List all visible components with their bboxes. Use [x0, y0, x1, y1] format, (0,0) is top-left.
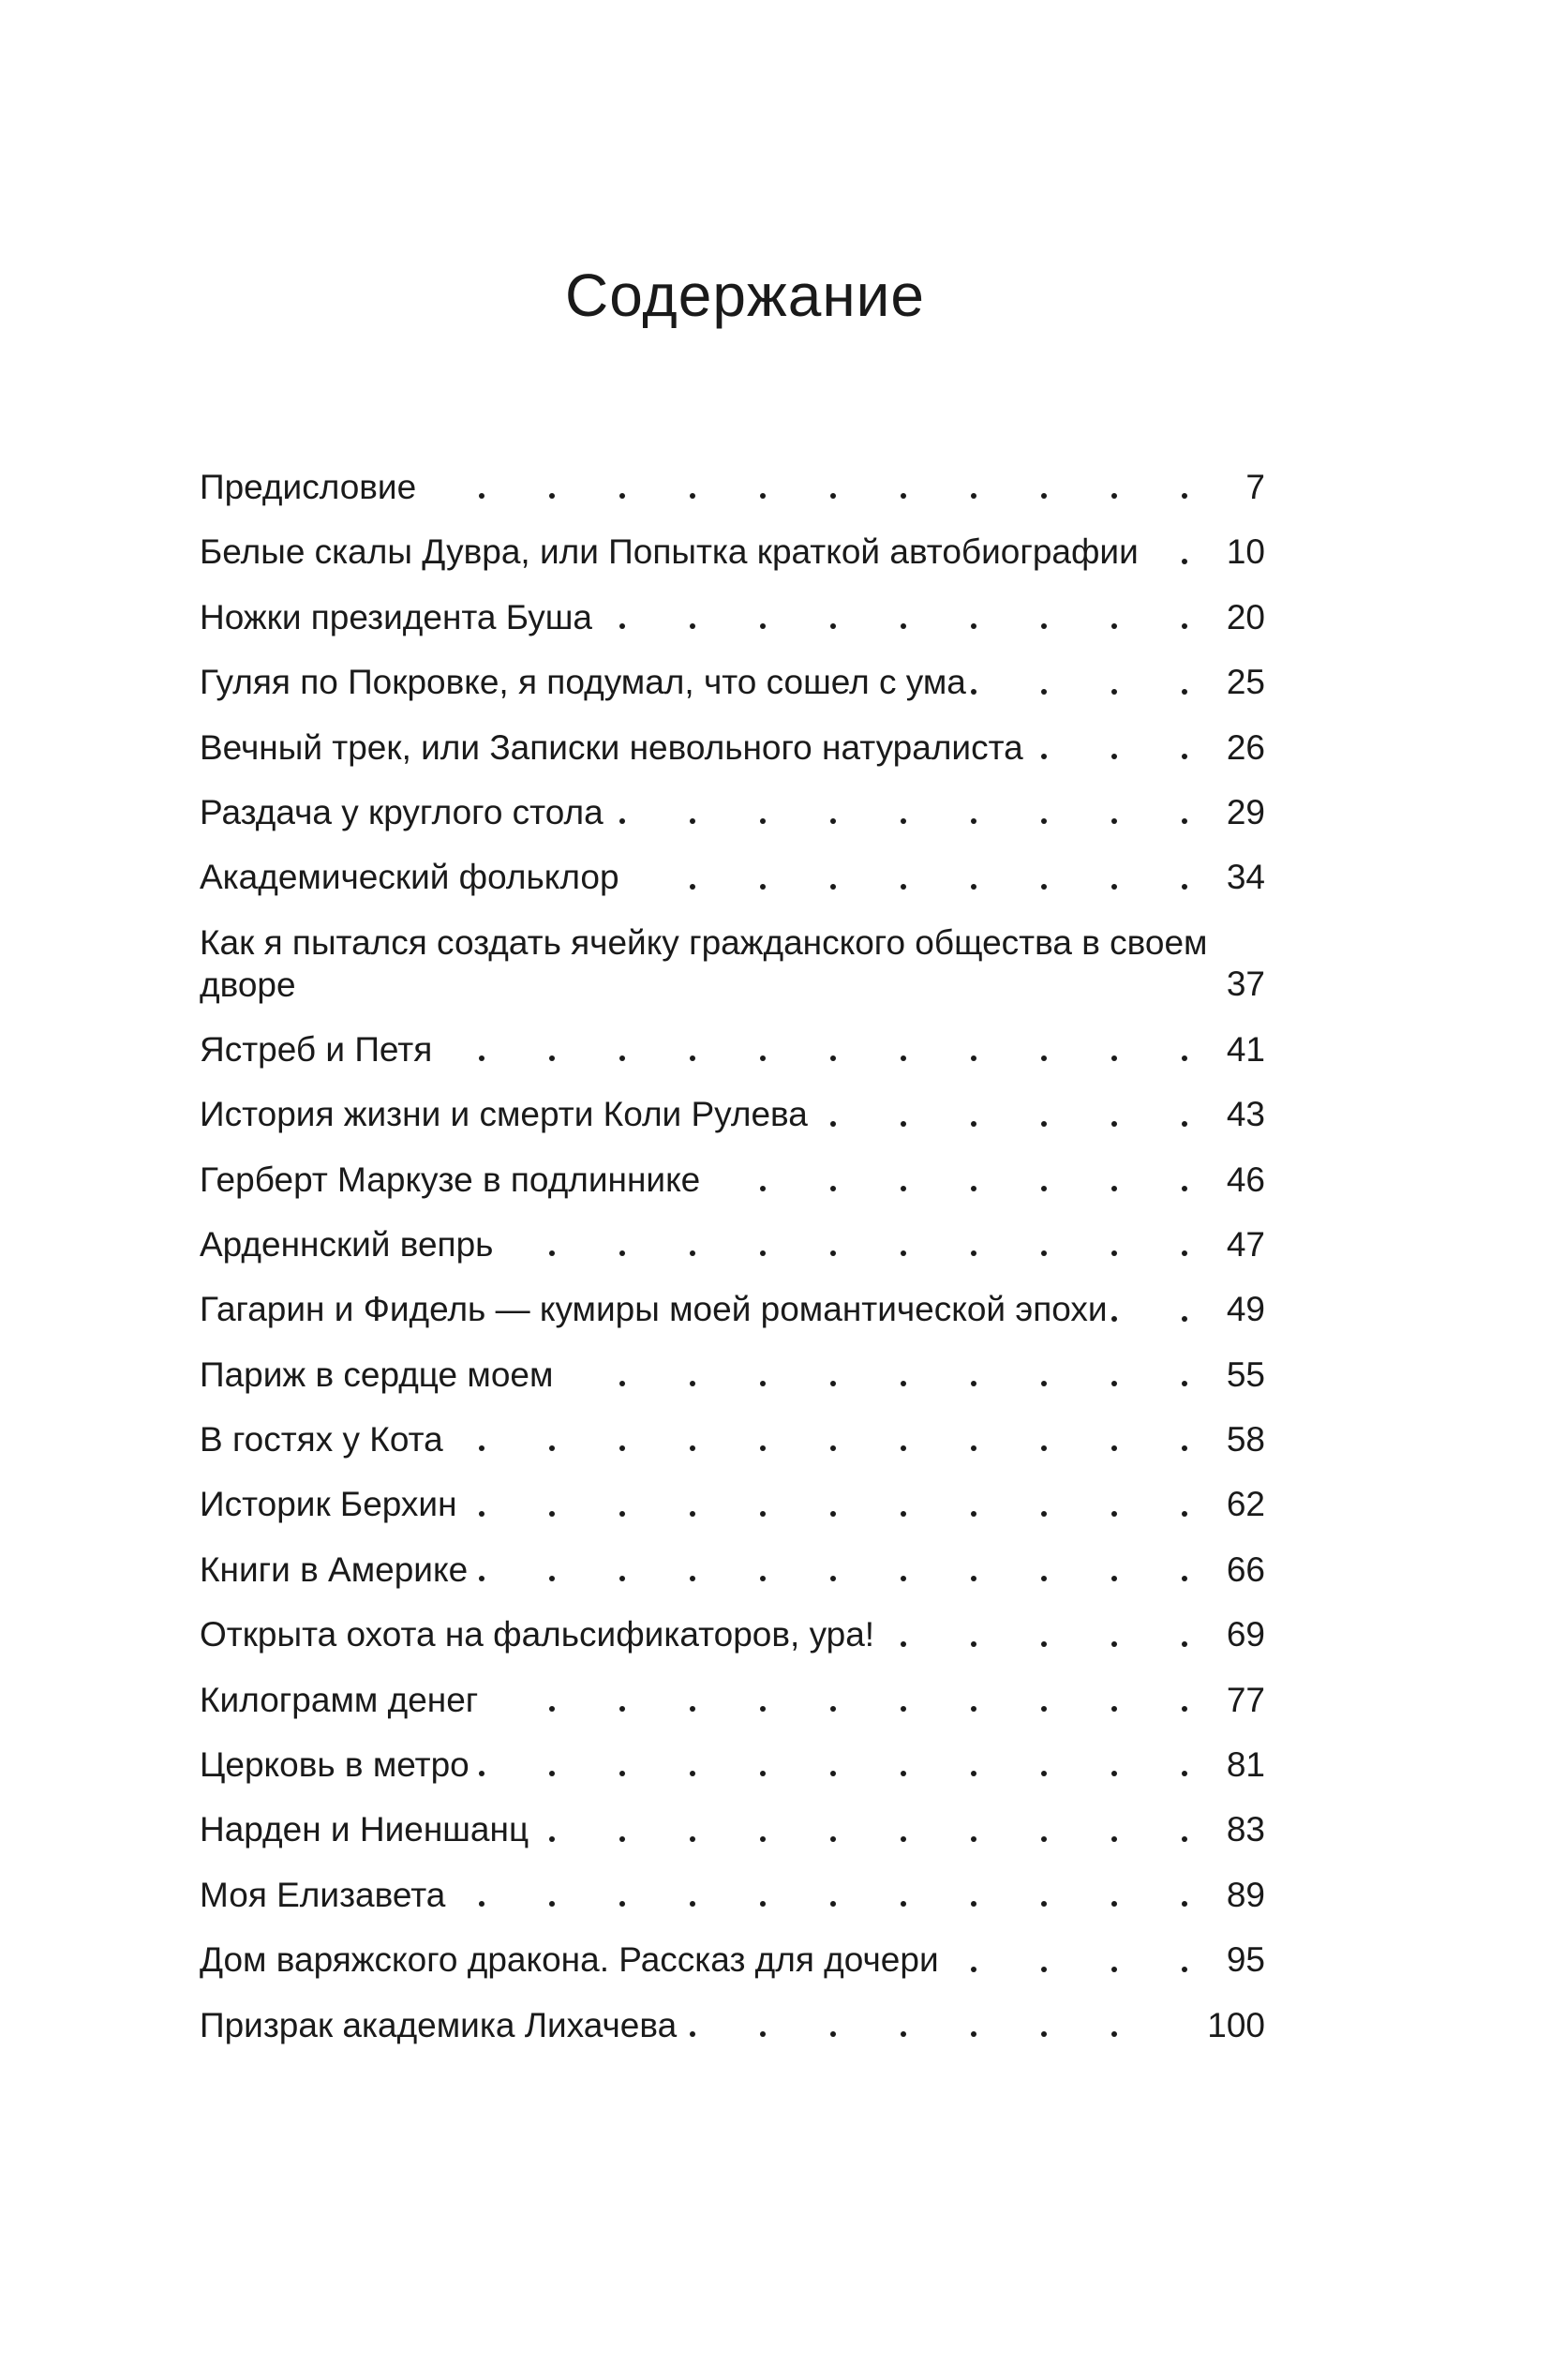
- toc-entry-page: 77: [1226, 1680, 1265, 1719]
- leader-dot: [1111, 1836, 1117, 1842]
- leader-dot: [549, 1901, 555, 1907]
- leader-dot: [971, 1771, 976, 1776]
- leader-dot: [1041, 493, 1047, 499]
- leader-dot: [1041, 818, 1047, 824]
- leader-dot: [971, 1445, 976, 1451]
- leader-dot: [901, 1381, 906, 1386]
- leader-dot: [1041, 1967, 1047, 1972]
- toc-entry[interactable]: [200, 780, 1265, 845]
- leader-dot: [901, 1055, 906, 1061]
- toc-entry-page: 20: [1226, 597, 1265, 636]
- leader-dot: [690, 1836, 695, 1842]
- leader-dot: [690, 2031, 695, 2037]
- leader-dot: [830, 1511, 836, 1517]
- leader-dot: [971, 689, 976, 695]
- leader-dot: [1041, 754, 1047, 759]
- toc-entry-page: 49: [1226, 1290, 1265, 1329]
- leader-dot: [971, 623, 976, 629]
- leader-dot: [1182, 1186, 1187, 1191]
- leader-dot: [619, 1771, 625, 1776]
- leader-dot: [1111, 818, 1117, 824]
- leader-dot: [1041, 1641, 1047, 1647]
- leader-dot: [619, 1836, 625, 1842]
- leader-dot: [830, 1706, 836, 1712]
- toc-entry-title: Килограмм денег: [200, 1680, 479, 1719]
- leader-dot: [479, 1055, 484, 1061]
- leader-dot: [1111, 884, 1117, 890]
- toc-entry[interactable]: [200, 1732, 1265, 1797]
- leader-dot: [1182, 1706, 1187, 1712]
- leader-dot: [760, 1706, 766, 1712]
- leader-dot: [1111, 1641, 1117, 1647]
- toc-entry-title: Открыта охота на фальсификаторов, ура!: [200, 1615, 875, 1654]
- leader-dot: [971, 818, 976, 824]
- leader-dot: [830, 1576, 836, 1581]
- toc-entry[interactable]: [200, 1602, 1265, 1667]
- leader-dot: [760, 1250, 766, 1256]
- toc-entry[interactable]: [200, 1147, 1265, 1212]
- leader-dot: [690, 1901, 695, 1907]
- leader-dot: [971, 1381, 976, 1386]
- leader-dot: [690, 1511, 695, 1517]
- leader-dot: [1111, 1055, 1117, 1061]
- leader-dot: [901, 1901, 906, 1907]
- toc-entry-page: 46: [1226, 1160, 1265, 1199]
- leader-dot: [901, 1641, 906, 1647]
- toc-entry-title: Моя Елизавета: [200, 1875, 446, 1914]
- leader-dot: [1111, 493, 1117, 499]
- leader-dot: [971, 1901, 976, 1907]
- leader-dot: [901, 1121, 906, 1127]
- leader-dot: [619, 818, 625, 824]
- toc-entry-title: Как я пытался создать ячейку гражданского общества в своем дворе: [200, 922, 1208, 1004]
- toc-entry-page: 7: [1245, 467, 1265, 506]
- leader-dot: [1111, 1706, 1117, 1712]
- leader-dot: [619, 623, 625, 629]
- toc-entry-title: Гуляя по Покровке, я подумал, что сошел с ума: [200, 663, 966, 702]
- leader-dot: [1111, 1316, 1117, 1322]
- toc-entry[interactable]: [200, 1082, 1265, 1146]
- toc-entry-title: Академический фольклор: [200, 858, 619, 897]
- toc-entry[interactable]: [200, 1927, 1265, 1992]
- toc-entry-page: 10: [1226, 532, 1265, 572]
- toc-entry-title: Церковь в метро: [200, 1745, 469, 1785]
- leader-dot: [1182, 1445, 1187, 1451]
- leader-dot: [830, 1901, 836, 1907]
- table-of-contents: [200, 455, 1265, 2058]
- toc-entry[interactable]: [200, 1863, 1265, 1927]
- leader-dot: [1041, 1055, 1047, 1061]
- leader-dot: [760, 1186, 766, 1191]
- leader-dot: [901, 1186, 906, 1191]
- leader-dot: [971, 1511, 976, 1517]
- leader-dot: [760, 884, 766, 890]
- leader-dot: [690, 1706, 695, 1712]
- leader-dot: [830, 623, 836, 629]
- leader-dot: [1041, 1706, 1047, 1712]
- toc-entry-page: 83: [1226, 1810, 1265, 1849]
- toc-entry[interactable]: [200, 845, 1265, 909]
- leader-dot: [549, 1511, 555, 1517]
- toc-entry-title: Ястреб и Петя: [200, 1029, 433, 1069]
- leader-dot: [619, 1576, 625, 1581]
- leader-dot: [901, 884, 906, 890]
- leader-dot: [830, 1121, 836, 1127]
- toc-entry[interactable]: [200, 1537, 1265, 1602]
- leader-dot: [1111, 1186, 1117, 1191]
- leader-dot: [830, 1250, 836, 1256]
- leader-dot: [479, 1771, 484, 1776]
- leader-dot: [1111, 1511, 1117, 1517]
- leader-dot: [971, 1967, 976, 1972]
- leader-dot: [549, 493, 555, 499]
- leader-dot: [971, 1055, 976, 1061]
- leader-dot: [1111, 1967, 1117, 1972]
- leader-dot: [971, 493, 976, 499]
- leader-dot: [619, 1250, 625, 1256]
- leader-dot: [830, 884, 836, 890]
- leader-dot: [1041, 1771, 1047, 1776]
- leader-dot: [901, 1576, 906, 1581]
- leader-dot: [971, 1250, 976, 1256]
- leader-dot: [901, 1250, 906, 1256]
- toc-entry-page: 89: [1226, 1875, 1265, 1914]
- leader-dot: [1111, 623, 1117, 629]
- toc-entry-page: 81: [1226, 1745, 1265, 1785]
- toc-entry[interactable]: [200, 715, 1265, 780]
- toc-entry-title: История жизни и смерти Коли Рулева: [200, 1095, 808, 1134]
- leader-dot: [1182, 493, 1187, 499]
- leader-dot: [830, 1771, 836, 1776]
- toc-entry-title: Предисловие: [200, 468, 417, 506]
- leader-dot: [760, 1445, 766, 1451]
- toc-entry-page: 47: [1226, 1224, 1265, 1264]
- leader-dot: [619, 1511, 625, 1517]
- toc-entry[interactable]: [200, 1472, 1265, 1536]
- toc-entry-page: 100: [1207, 2005, 1265, 2044]
- toc-entry-page: 26: [1226, 727, 1265, 767]
- leader-dot: [971, 1836, 976, 1842]
- leader-dot: [830, 2031, 836, 2037]
- toc-entry-title: Париж в сердце моем: [200, 1355, 554, 1394]
- leader-dot: [479, 1445, 484, 1451]
- leader-dot: [1182, 1055, 1187, 1061]
- leader-dot: [690, 884, 695, 890]
- leader-dot: [619, 1445, 625, 1451]
- toc-entry-title: Призрак академика Лихачева: [200, 2005, 678, 2044]
- leader-dot: [971, 1706, 976, 1712]
- toc-entry-title: Гагарин и Фидель — кумиры моей романтической эпохи: [200, 1290, 1108, 1329]
- leader-dot: [1111, 1771, 1117, 1776]
- leader-dot: [479, 1576, 484, 1581]
- toc-entry-title: В гостях у Кота: [200, 1420, 443, 1459]
- leader-dot: [1111, 1381, 1117, 1386]
- toc-entry-title: Раздача у круглого стола: [200, 792, 604, 831]
- leader-dot: [1182, 1967, 1187, 1972]
- toc-entry-title: Герберт Маркузе в подлиннике: [200, 1160, 701, 1199]
- toc-entry[interactable]: [200, 650, 1265, 714]
- leader-dot: [619, 1901, 625, 1907]
- toc-entry-title: Нарден и Ниеншанц: [200, 1810, 529, 1849]
- leader-dot: [1111, 689, 1117, 695]
- leader-dot: [971, 1576, 976, 1581]
- leader-dot: [549, 1445, 555, 1451]
- leader-dot: [1041, 1836, 1047, 1842]
- leader-dot: [1182, 1771, 1187, 1776]
- leader-dot: [760, 1771, 766, 1776]
- leader-dot: [1111, 754, 1117, 759]
- toc-entry-title: Арденнский вепрь: [200, 1224, 494, 1264]
- leader-dot: [1182, 1381, 1187, 1386]
- leader-dot: [760, 1901, 766, 1907]
- leader-dot: [479, 493, 484, 499]
- leader-dot: [1111, 1901, 1117, 1907]
- page-title: Содержание: [564, 262, 926, 329]
- toc-entry-page: 95: [1226, 1940, 1265, 1980]
- leader-dot: [1182, 1641, 1187, 1647]
- leader-dot: [690, 1576, 695, 1581]
- leader-dot: [690, 1445, 695, 1451]
- leader-dot: [549, 1055, 555, 1061]
- leader-dot: [760, 1576, 766, 1581]
- leader-dot: [971, 1186, 976, 1191]
- leader-dot: [619, 1381, 625, 1386]
- leader-dot: [549, 1576, 555, 1581]
- leader-dot: [549, 1250, 555, 1256]
- leader-dot: [1182, 1121, 1187, 1127]
- toc-entry-title: Вечный трек, или Записки невольного натуралиста: [200, 727, 1023, 767]
- leader-dot: [1041, 1901, 1047, 1907]
- leader-dot: [901, 1706, 906, 1712]
- leader-dot: [690, 1055, 695, 1061]
- toc-entry-page: 69: [1226, 1615, 1265, 1654]
- leader-dot: [901, 1445, 906, 1451]
- toc-entry-page: 58: [1226, 1420, 1265, 1459]
- leader-dot: [1182, 1836, 1187, 1842]
- toc-entry[interactable]: [200, 585, 1265, 650]
- leader-dot: [760, 1836, 766, 1842]
- toc-entry[interactable]: [200, 1407, 1265, 1472]
- leader-dot: [830, 1186, 836, 1191]
- toc-entry[interactable]: [200, 1277, 1265, 1341]
- leader-dot: [760, 1055, 766, 1061]
- toc-entry[interactable]: [200, 519, 1265, 584]
- toc-entry-page: 55: [1226, 1355, 1265, 1394]
- toc-entry-page: 41: [1226, 1029, 1265, 1069]
- leader-dot: [1041, 1250, 1047, 1256]
- leader-dot: [1041, 1445, 1047, 1451]
- toc-entry-page: 62: [1226, 1485, 1265, 1524]
- leader-dot: [549, 1836, 555, 1842]
- leader-dot: [901, 818, 906, 824]
- toc-entry-page: 25: [1226, 663, 1265, 702]
- toc-entry-page: 37: [1226, 965, 1265, 1004]
- toc-entry-title: Дом варяжского дракона. Рассказ для дочери: [200, 1940, 939, 1980]
- leader-dot: [479, 1901, 484, 1907]
- leader-dot: [760, 2031, 766, 2037]
- leader-dot: [1111, 1250, 1117, 1256]
- leader-dot: [1182, 1316, 1187, 1322]
- toc-entry[interactable]: [200, 1212, 1265, 1277]
- toc-entry[interactable]: [200, 1668, 1265, 1732]
- toc-entry-page: 34: [1226, 858, 1265, 897]
- leader-dot: [760, 1511, 766, 1517]
- leader-dot: [1182, 818, 1187, 824]
- leader-dot: [690, 1250, 695, 1256]
- leader-dot: [1041, 1576, 1047, 1581]
- leader-dot: [1041, 884, 1047, 890]
- leader-dot: [971, 2031, 976, 2037]
- leader-dot: [1182, 1511, 1187, 1517]
- leader-dot: [971, 1641, 976, 1647]
- leader-dot: [1182, 1250, 1187, 1256]
- leader-dot: [619, 1706, 625, 1712]
- leader-dot: [830, 1381, 836, 1386]
- toc-entry-title: Книги в Америке: [200, 1549, 469, 1589]
- leader-dot: [1041, 623, 1047, 629]
- leader-dot: [1182, 884, 1187, 890]
- toc-entry[interactable]: [200, 455, 1265, 519]
- leader-dot: [760, 1381, 766, 1386]
- leader-dot: [1111, 1576, 1117, 1581]
- leader-dot: [1111, 2031, 1117, 2037]
- leader-dot: [690, 1381, 695, 1386]
- leader-dot: [1111, 1121, 1117, 1127]
- toc-entry[interactable]: [200, 1993, 1265, 2058]
- leader-dot: [901, 1771, 906, 1776]
- leader-dot: [760, 623, 766, 629]
- leader-dot: [549, 1771, 555, 1776]
- leader-dot: [1041, 1511, 1047, 1517]
- leader-dot: [830, 1445, 836, 1451]
- leader-dot: [1041, 1381, 1047, 1386]
- toc-entry-page: 66: [1226, 1549, 1265, 1589]
- leader-dot: [690, 623, 695, 629]
- leader-dot: [830, 493, 836, 499]
- toc-entry[interactable]: [200, 910, 1265, 1017]
- toc-entry-page: 43: [1226, 1095, 1265, 1134]
- toc-entry-title: Ножки президента Буша: [200, 597, 592, 636]
- leader-dot: [1111, 1445, 1117, 1451]
- leader-dot: [690, 1771, 695, 1776]
- leader-dot: [830, 1836, 836, 1842]
- leader-dot: [901, 623, 906, 629]
- toc-entry-page: 29: [1226, 792, 1265, 831]
- toc-entry[interactable]: [200, 1797, 1265, 1862]
- leader-dot: [901, 1836, 906, 1842]
- toc-entry[interactable]: [200, 1342, 1265, 1407]
- leader-dot: [901, 493, 906, 499]
- leader-dot: [1041, 689, 1047, 695]
- leader-dot: [1182, 1576, 1187, 1581]
- leader-dot: [1041, 1186, 1047, 1191]
- leader-dot: [1182, 559, 1187, 564]
- leader-dot: [1182, 689, 1187, 695]
- leader-dot: [549, 1706, 555, 1712]
- leader-dot: [619, 493, 625, 499]
- leader-dot: [690, 818, 695, 824]
- leader-dot: [1182, 623, 1187, 629]
- leader-dot: [830, 1055, 836, 1061]
- toc-entry[interactable]: [200, 1017, 1265, 1082]
- leader-dot: [619, 1055, 625, 1061]
- leader-dot: [760, 493, 766, 499]
- toc-entry-title: Белые скалы Дувра, или Попытка краткой автобиографии: [200, 532, 1139, 572]
- leader-dot: [971, 1121, 976, 1127]
- leader-dot: [1182, 754, 1187, 759]
- leader-dot: [830, 818, 836, 824]
- leader-dot: [760, 818, 766, 824]
- leader-dot: [901, 2031, 906, 2037]
- leader-dot: [1041, 2031, 1047, 2037]
- leader-dot: [1182, 1901, 1187, 1907]
- leader-dot: [971, 884, 976, 890]
- leader-dot: [901, 1511, 906, 1517]
- leader-dot: [690, 493, 695, 499]
- leader-dot: [1041, 1121, 1047, 1127]
- toc-entry-title: Историк Берхин: [200, 1485, 457, 1524]
- leader-dot: [479, 1511, 484, 1517]
